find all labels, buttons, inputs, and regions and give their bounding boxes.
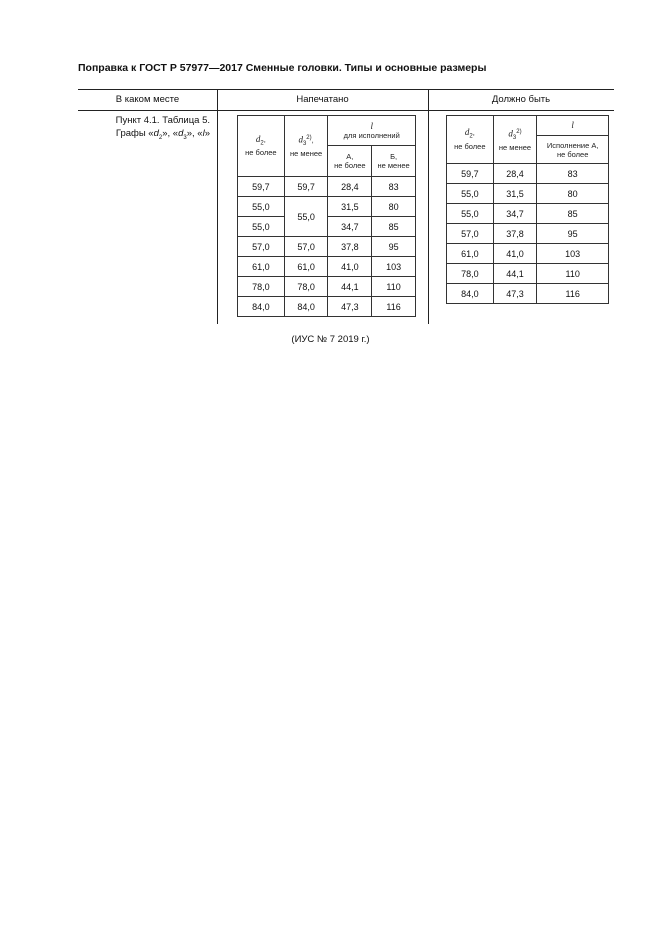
cell: 59,7 <box>284 177 328 197</box>
table-row <box>447 164 609 184</box>
cell: 78,0 <box>238 277 285 297</box>
cell: 103 <box>537 244 609 264</box>
cell: 31,5 <box>328 197 372 217</box>
printed-table <box>237 115 416 317</box>
cell: 47,3 <box>493 284 537 304</box>
cell: 110 <box>372 277 416 297</box>
cell: 78,0 <box>284 277 328 297</box>
header-note: не менее <box>377 161 410 170</box>
cell: 34,7 <box>493 204 537 224</box>
cell: 84,0 <box>447 284 494 304</box>
cell: 95 <box>537 224 609 244</box>
text-fragment: » <box>204 128 210 139</box>
location-line-1: Пункт 4.1. Таблица 5. <box>115 115 210 126</box>
cell: 55,0 <box>447 204 494 224</box>
table-row <box>447 264 609 284</box>
symbol-l: l <box>370 120 373 131</box>
table-row <box>447 284 609 304</box>
cell: 44,1 <box>328 277 372 297</box>
cell: 44,1 <box>493 264 537 284</box>
cell: 95 <box>372 237 416 257</box>
symbol-d3: d <box>298 134 303 145</box>
cell: 80 <box>537 184 609 204</box>
cell: 85 <box>372 217 416 237</box>
table-row <box>238 197 416 217</box>
cell: 103 <box>372 257 416 277</box>
column-divider <box>217 89 218 324</box>
cell: 55,0 <box>447 184 494 204</box>
table-row <box>447 184 609 204</box>
symbol-d3: d <box>508 128 513 138</box>
header-note: не более <box>454 141 486 151</box>
cell: 55,0 <box>238 217 285 237</box>
header-d2 <box>238 116 285 177</box>
subscript: 3 <box>302 141 307 147</box>
superscript: 2) <box>516 128 522 135</box>
table-row <box>238 257 416 277</box>
table-row <box>238 237 416 257</box>
cell: 83 <box>372 177 416 197</box>
header-note: для исполнений <box>343 130 400 140</box>
text-fragment: », « <box>162 128 179 139</box>
text-fragment: , <box>263 134 266 144</box>
cell: 34,7 <box>328 217 372 237</box>
header-d3 <box>284 116 328 177</box>
cell: 28,4 <box>493 164 537 184</box>
header-l <box>537 116 609 136</box>
cell: 41,0 <box>493 244 537 264</box>
header-d3 <box>493 116 537 164</box>
cell: 59,7 <box>238 177 285 197</box>
cell: 84,0 <box>238 297 285 317</box>
subscript: 3 <box>512 134 517 141</box>
footer-note: (ИУС № 7 2019 г.) <box>291 334 370 345</box>
table-row <box>238 297 416 317</box>
column-header-where: В каком месте <box>115 94 180 105</box>
cell-merged: 55,0 <box>284 197 328 237</box>
corrected-table <box>446 115 609 304</box>
symbol-d2: d <box>464 127 470 138</box>
symbol-d3: d <box>178 128 184 139</box>
text-fragment: », « <box>186 128 203 139</box>
table-row <box>238 177 416 197</box>
cell: 116 <box>537 284 609 304</box>
location-line-2 <box>78 127 210 145</box>
cell: 61,0 <box>447 244 494 264</box>
text-fragment: Графы « <box>115 128 154 139</box>
cell: 84,0 <box>284 297 328 317</box>
header-note: не менее <box>498 142 532 152</box>
header-note: не более <box>245 148 277 158</box>
symbol-d2: d <box>153 128 159 139</box>
header-note: не более <box>334 161 366 170</box>
cell: 116 <box>372 297 416 317</box>
header-d2 <box>447 116 494 164</box>
cell: 83 <box>537 164 609 184</box>
cell: 80 <box>372 197 416 217</box>
column-divider <box>428 89 429 324</box>
cell: 41,0 <box>328 257 372 277</box>
cell: 85 <box>537 204 609 224</box>
text-fragment: , <box>472 128 475 138</box>
correction-table-header <box>78 89 614 111</box>
header-label: А, <box>346 152 354 161</box>
header-execution-a <box>537 136 609 164</box>
table-row <box>447 224 609 244</box>
text-fragment: , <box>311 135 314 145</box>
table-row <box>238 277 416 297</box>
header-note: не менее <box>289 149 323 158</box>
cell: 31,5 <box>493 184 537 204</box>
cell: 47,3 <box>328 297 372 317</box>
subscript: 3 <box>183 134 187 141</box>
cell: 37,8 <box>328 237 372 257</box>
cell: 110 <box>537 264 609 284</box>
symbol-l: l <box>202 128 205 139</box>
subscript: 2 <box>469 133 473 140</box>
cell: 55,0 <box>238 197 285 217</box>
cell: 28,4 <box>328 177 372 197</box>
header-a <box>328 146 372 177</box>
cell: 59,7 <box>447 164 494 184</box>
cell: 78,0 <box>447 264 494 284</box>
header-note: не более <box>556 149 589 159</box>
cell: 57,0 <box>238 237 285 257</box>
symbol-l: l <box>571 120 574 130</box>
page-title: Поправка к ГОСТ Р 57977—2017 Сменные головки. Типы и основные размеры <box>78 62 487 74</box>
header-b <box>372 146 416 177</box>
subscript: 2 <box>260 140 264 147</box>
location-text <box>78 114 210 145</box>
header-label: Б, <box>390 152 398 161</box>
superscript: 2) <box>306 135 312 141</box>
header-l <box>328 116 416 146</box>
subscript: 2 <box>158 134 163 141</box>
cell: 57,0 <box>447 224 494 244</box>
column-header-should: Должно быть <box>491 94 551 105</box>
cell: 37,8 <box>493 224 537 244</box>
table-row <box>447 244 609 264</box>
cell: 61,0 <box>238 257 285 277</box>
symbol-d2: d <box>255 133 261 144</box>
table-row <box>447 204 609 224</box>
cell: 61,0 <box>284 257 328 277</box>
header-label: Исполнение А, <box>546 140 599 150</box>
column-header-printed: Напечатано <box>296 94 349 105</box>
cell: 57,0 <box>284 237 328 257</box>
